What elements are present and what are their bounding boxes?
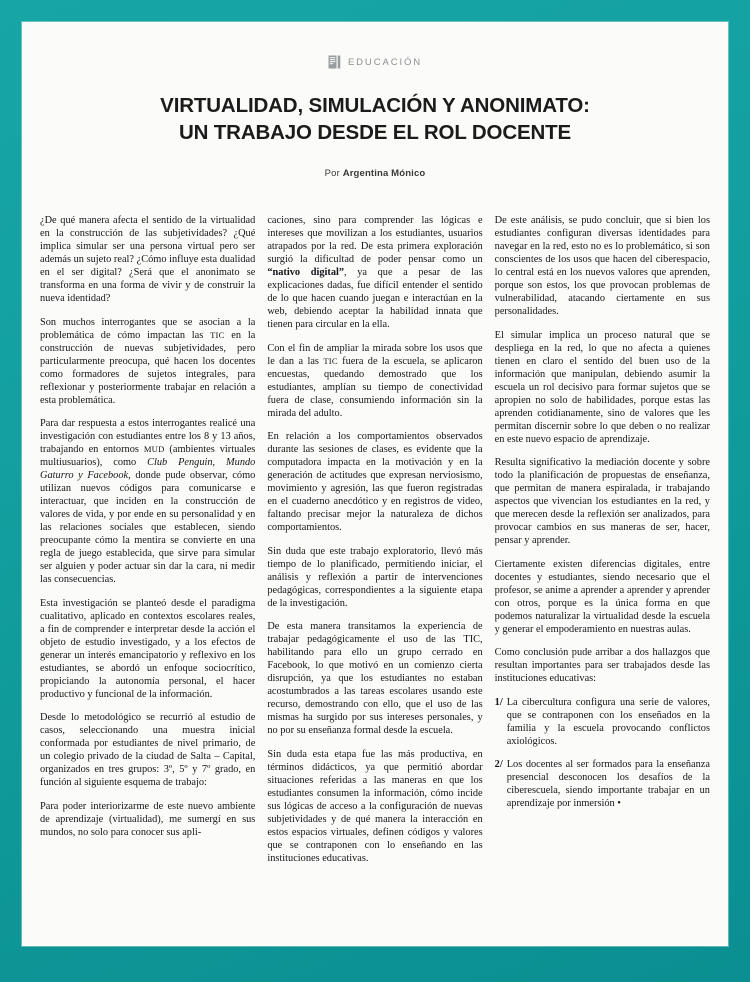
column-3 <box>495 214 710 932</box>
paragraph: Sin duda esta etapa fue las más productiva, en términos didácticos, ya que permitió abordar situaciones referidas a las maneras en que los estudiantes consumen la información, cómo incide sus lógicas de acceso a la configuración de nuevas subjetividades y de qué manera la interacción en estos espacios virtuales, definen códigos y valores que se contraponen con lo enseñando en las instituciones educativas. <box>267 748 483 864</box>
article-page <box>22 22 728 946</box>
list-item-label: Los docentes al ser formados para la enseñanza presencial desconocen los desafíos de la ciberescuela, siendo importante trabajar en un aprendizaje por inmersión • <box>506 759 710 809</box>
list-item-label: La cibercultura configura una serie de valores, que se contraponen con los enseñados en la familia y la escuela provocando conflictos axiológicos. <box>506 696 710 747</box>
list-item <box>495 696 710 748</box>
paragraph: El simular implica un proceso natural que se despliega en la red, lo que no afecta a quienes tienen en claro el sentido del buen uso de la información que manipulan, debiendo asumir la escuela un rol decisivo para formar sujetos que se apropien no solo de habilidades, porque estas las aprenden cotidianamente, sino de valores que les permitan discernir sobre lo que deben o no realizar en este nuevo espacio de aprendizaje. <box>494 329 710 445</box>
paragraph: Ciertamente existen diferencias digitales, entre docentes y estudiantes, siendo necesario que el profesor, se anime a aprender a aprender y aprender con otros, porque es la única forma en que podemos naturalizar la virtualidad desde la escuela y generar el empoderamiento en nuestras aulas. <box>494 558 710 635</box>
list-item <box>495 758 710 810</box>
page-inner <box>32 28 718 946</box>
paragraph: caciones, sino para comprender las lógicas e intereses que movilizan a los estudiantes, usuarios atrapados por la red. De esta primera exploración surgió la dificultad de poder pensar como un “nativo digital”, ya que a pesar de las explicaciones dadas, fue difícil entender el sentido de lo que hacen cuando juegan e interactúan en la web, debiendo aceptar la habilidad innata que tienen para circular en la ella. <box>267 215 483 330</box>
book-icon <box>328 55 341 69</box>
headline-line-1: VIRTUALIDAD, SIMULACIÓN Y ANONIMATO: <box>160 94 590 117</box>
byline-author: Argentina Mónico <box>342 168 426 180</box>
headline-line-2: UN TRABAJO DESDE EL ROL DOCENTE <box>178 121 572 145</box>
column-1 <box>40 214 255 932</box>
paragraph: Resulta significativo la mediación docente y sobre todo la planificación de propuestas de enseñanza, que permitan de manera espiralada, ir trabajando aspectos que vivencian los estudiantes en la red, y que merecen desde la reflexión ser analizados, para provocar cambios en sus maneras de ser, hacer, pensar y aprender. <box>494 457 710 546</box>
paragraph: Con el fin de ampliar la mirada sobre los usos que le dan a las TIC fuera de la escuela, se aplicaron encuestas, quedando demostrado que los estudiantes, amplían su tiempo de conectividad fuera de clase, consumiendo información sin la mirada del adulto. <box>267 342 483 419</box>
section-label: EDUCACIÓN <box>347 56 423 68</box>
paragraph: En relación a los comportamientos observados durante las sesiones de clases, es evidente que la computadora impacta en la motivación y en la generación de actitudes que expresan nerviosismo, movimiento y agresión, las que fueron registradas en el cuaderno anecdótico y en registros de video, faltando precisar mejor la naturaleza de dichos comportamientos. <box>267 431 483 533</box>
byline-prefix: Por <box>324 168 343 180</box>
paragraph: Sin duda que este trabajo exploratorio, llevó más tiempo de lo planificado, permitiendo iniciar, el análisis y reflexión a partir de intervenciones pedagógicas, correspondientes a la siguiente etapa de la investigación. <box>267 545 483 609</box>
section-kicker <box>32 54 718 70</box>
paragraph: Esta investigación se planteó desde el paradigma cualitativo, aplicado en contextos escolares reales, a fin de comprender e interpretar desde la acción el objeto de estudio investigado, y a los efectos de generar un interés emancipatorio y reflexivo en los estudiantes, se abordó un enfoque sociocrítico, propiciando la autonomía personal, el hacer productivo y funcional de la información. <box>40 597 256 700</box>
page-title <box>144 92 606 146</box>
paragraph: De este análisis, se pudo concluir, que si bien los estudiantes configuran diversas identidades para navegar en la red, esto no es lo problemático, si son conscientes de los usos que hacen del ciberespacio, lo central está en los nuevos valores que aprenden, porque son estos, los que provocan problemas de vulnerabilidad, atacando ciertamente en sus personalidades. <box>494 215 710 317</box>
paragraph: Son muchos interrogantes que se asocian a la problemática de cómo impactan las TIC en la construcción de nuevas subjetividades, pero particularmente preocupa, qué hacen los docentes como formadores de sujetos integrales, para reflexionar y posteriormente trabajar en relación a esta problemática. <box>40 316 256 406</box>
byline <box>32 168 718 179</box>
list-item-number: 1/ <box>494 696 503 708</box>
paragraph: Para poder interiorizarme de este nuevo ambiente de aprendizaje (virtualidad), me sumergí en sus mundos, no solo para conocer sus apli- <box>40 800 256 838</box>
article-body <box>40 214 710 932</box>
paragraph: ¿De qué manera afecta el sentido de la virtualidad en la construcción de las subjetividades? ¿Qué implica simular ser una persona virtual pero ser además un sujeto real? ¿Cómo influye esta dualidad en el ser digital? ¿Será que el anonimato se transforma en una forma de vivir y de construir la nueva identidad? <box>40 215 256 304</box>
paragraph: Desde lo metodológico se recurrió al estudio de casos, seleccionando una muestra inicial conformada por estudiantes de nivel primario, de un colegio privado de la ciudad de Salta – Capital, organizados en tres grupos: 3º, 5º y 7º grado, en función al siguiente esquema de trabajo: <box>40 712 256 788</box>
column-2 <box>267 214 482 932</box>
paragraph: Como conclusión pude arribar a dos hallazgos que resultan importantes para ser trabajados desde las instituciones educativas: <box>494 647 710 684</box>
paragraph: Para dar respuesta a estos interrogantes realicé una investigación con estudiantes entre los 8 y 13 años, trabajando en entornos MUD (ambientes virtuales multiusuarios), como Club Penguin, Mundo Gaturro y Facebook, donde pude observar, cómo utilizan nuevos códigos para comunicarse e interactuar, que inciden en la construcción de valores de vida, y por ende en su personalidad y en las relaciones sociales que establecen, siendo preocupante cómo la mentira se convierte en una regla de juego establecida, que sirve para simular ser alguien y poder actuar sin dar la cara, ni medir las consecuencias. <box>40 418 256 585</box>
paragraph: De esta manera transitamos la experiencia de trabajar pedagógicamente el uso de las TIC, habilitando para ello un grupo cerrado en Facebook, lo que motivó en un comienzo cierta disrupción, ya que los estudiantes no estaban acostumbrados a las tareas escolares usando este recurso, demostrando con ello, que el uso de las mismas ha surgido por sus intereses personales, y no por su enseñanza formal desde la escuela. <box>267 621 483 736</box>
list-item-number: 2/ <box>494 759 503 770</box>
